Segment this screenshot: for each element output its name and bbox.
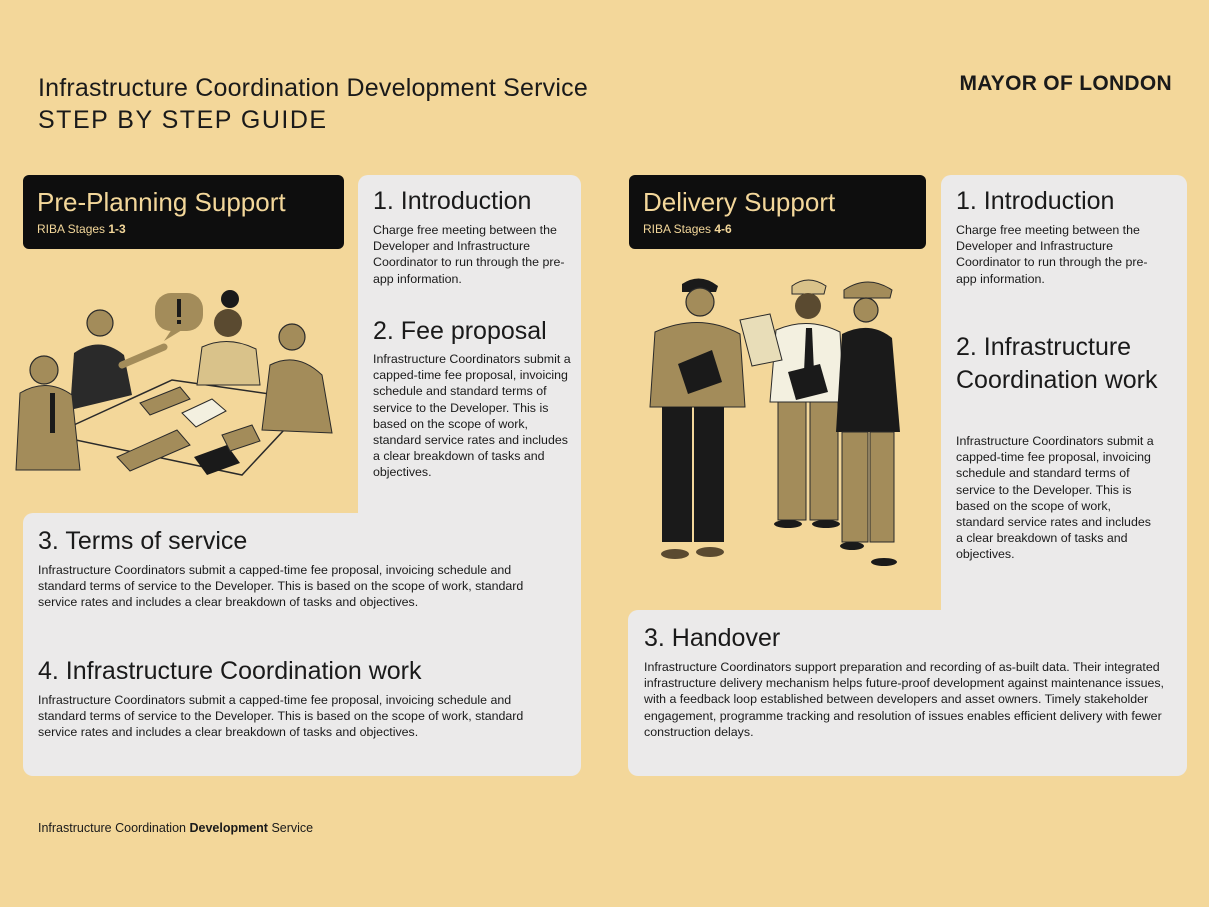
page-title: Infrastructure Coordination Development Service (38, 74, 588, 102)
page-subtitle: STEP BY STEP GUIDE (38, 106, 328, 134)
right-step-1-text: Charge free meeting between the Developer and Infrastructure Coordinator to run through the pre-app information. (956, 223, 1148, 286)
right-step-2-text: Infrastructure Coordinators submit a capped-time fee proposal, invoicing schedule and standard terms of service to the Developer. This is based on the scope of work, standard service rates and includes a clear breakdown of tasks and objectives. (956, 434, 1154, 562)
pre-planning-stages: RIBA Stages 1-3 (37, 222, 126, 236)
meeting-illustration (12, 285, 342, 480)
right-step-3-heading: 3. Handover (644, 624, 781, 652)
delivery-title: Delivery Support (643, 187, 836, 217)
left-step-1-text: Charge free meeting between the Developer and Infrastructure Coordinator to run through the pre-app information. (373, 223, 565, 286)
right-step-1-heading: 1. Introduction (956, 187, 1115, 215)
delivery-stages: RIBA Stages 4-6 (643, 222, 732, 236)
left-step-2-heading: 2. Fee proposal (373, 317, 547, 345)
pre-planning-title: Pre-Planning Support (37, 187, 286, 217)
right-step-3-text: Infrastructure Coordinators support preparation and recording of as-built data. Their integrated infrastructure delivery mechanism helps future-proof development against maintenance issues, with a feedback loop established between developers and asset owners. Timely stakeholder engagement, programme tracking and resolution of issues enables efficient delivery with fewer construction delays. (644, 660, 1164, 739)
left-step-3-text: Infrastructure Coordinators submit a capped-time fee proposal, invoicing schedule and standard terms of service to the Developer. This is based on the scope of work, standard service rates and includes a clear breakdown of tasks and objectives. (38, 563, 524, 610)
workers-illustration (630, 272, 910, 572)
left-step-4-heading: 4. Infrastructure Coordination work (38, 657, 422, 685)
pre-planning-box (23, 175, 344, 249)
left-step-1-heading: 1. Introduction (373, 187, 532, 215)
left-step-2-text: Infrastructure Coordinators submit a capped-time fee proposal, invoicing schedule and standard terms of service to the Developer. This is based on the scope of work, standard service rates and includes a clear breakdown of tasks and objectives. (373, 352, 571, 480)
mayor-of-london-logo: MAYOR OF LONDON (959, 72, 1172, 95)
left-step-4-text: Infrastructure Coordinators submit a capped-time fee proposal, invoicing schedule and standard terms of service to the Developer. This is based on the scope of work, standard service rates and includes a clear breakdown of tasks and objectives. (38, 693, 524, 740)
left-step-3-heading: 3. Terms of service (38, 527, 248, 555)
right-step-2-heading: 2. Infrastructure Coordination work (956, 333, 1158, 394)
footer-text: Infrastructure Coordination Development Service (38, 821, 314, 835)
delivery-box (629, 175, 926, 249)
